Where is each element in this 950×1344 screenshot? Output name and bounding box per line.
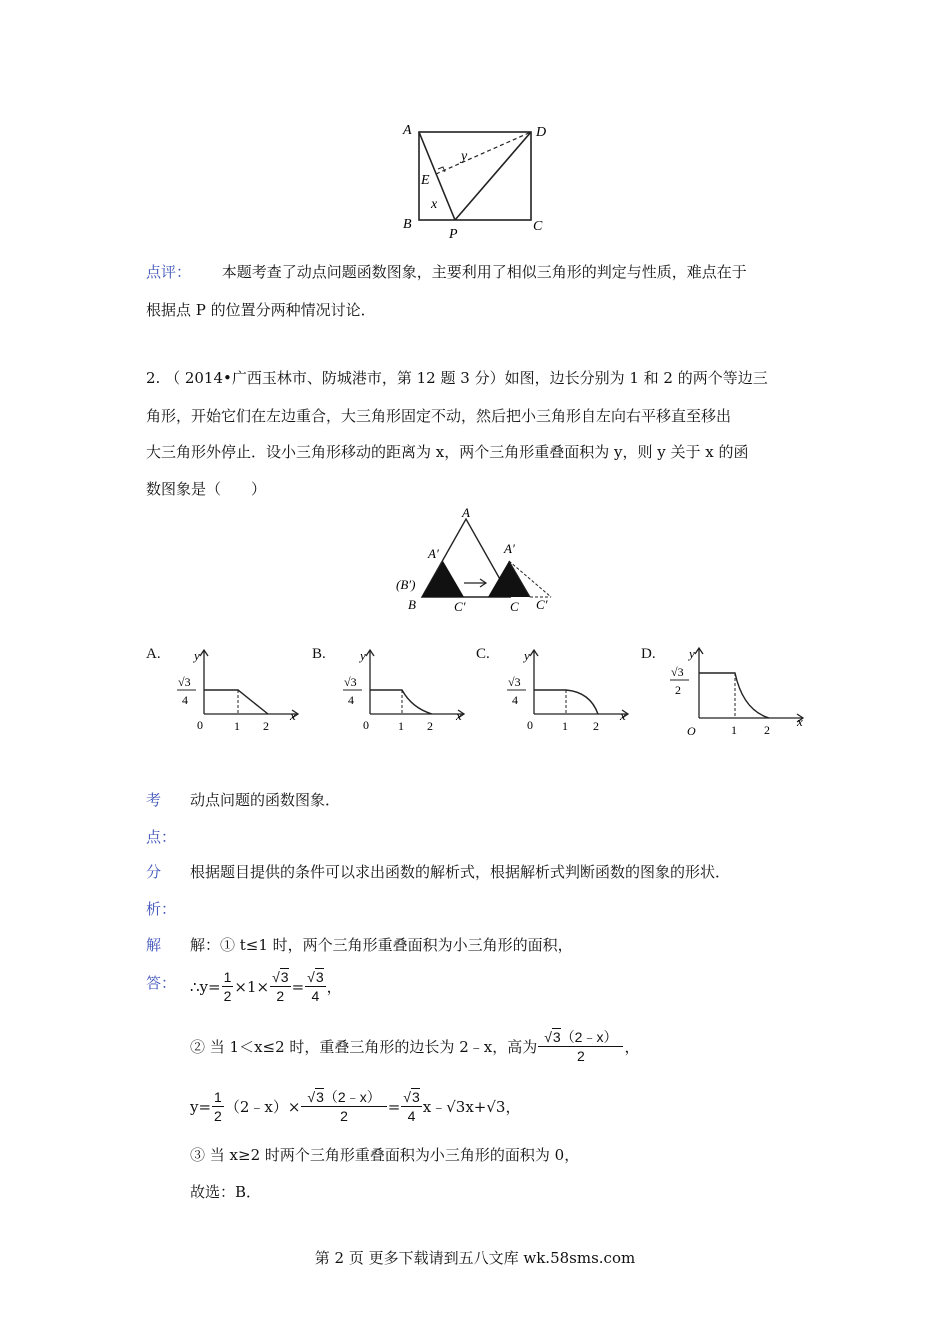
svg-text:√3: √3 [508, 675, 521, 689]
option-d-graph[interactable] [665, 642, 810, 742]
question-line-2: 角形，开始它们在左边重合，大三角形固定不动，然后把小三角形自左向右平移直至移出 [146, 407, 732, 425]
svg-text:4: 4 [348, 693, 354, 707]
label-d: D [536, 125, 547, 140]
svg-text:2: 2 [263, 719, 269, 733]
svg-text:y: y [689, 646, 695, 661]
tri-label-a1: A′ [428, 546, 439, 561]
option-a-label[interactable]: A. [146, 646, 161, 662]
svg-text:2: 2 [764, 723, 770, 737]
triangles-figure [390, 505, 565, 617]
svg-text:x: x [456, 708, 462, 723]
svg-text:1: 1 [398, 719, 404, 733]
label-b: B [403, 217, 412, 232]
svg-text:0: 0 [363, 718, 369, 732]
jie-char-2: 答： [146, 974, 177, 992]
svg-text:0: 0 [527, 718, 533, 732]
rectangle-figure [395, 118, 555, 243]
label-y: y [461, 149, 468, 164]
answer-step-4: y= $\frac{1}{2}$ （2﹣x）× $\frac{√3(2﹣x)}{2}$ = $\frac{√3}{4}$ x﹣√3x+√3， [190, 1089, 521, 1124]
question-line-1: 2. （ 2014•广西玉林市、防城港市，第 12 题 3 分）如图，边长分别为 1 和 2 的两个等边三 [146, 369, 768, 387]
svg-text:1: 1 [731, 723, 737, 737]
option-b-graph[interactable] [336, 642, 471, 742]
svg-text:√3: √3 [178, 675, 191, 689]
option-c-label[interactable]: C. [476, 646, 490, 662]
svg-text:4: 4 [182, 693, 188, 707]
tri-label-c1: C′ [454, 599, 466, 614]
answer-step-6: 故选：B． [190, 1183, 262, 1201]
label-x: x [431, 197, 438, 212]
question-line-4: 数图象是（ ） [146, 480, 267, 498]
review-text-1: 本题考查了动点问题函数图象，主要利用了相似三角形的判定与性质，难点在于 [221, 263, 747, 281]
question-line-3: 大三角形外停止．设小三角形移动的距离为 x，两个三角形重叠面积为 y，则 y 关于 x 的函 [146, 443, 749, 461]
tri-label-c2: C′ [536, 597, 548, 612]
fen-char-2: 析： [146, 900, 177, 918]
answer-step-1: 解：① t≤1 时，两个三角形重叠面积为小三角形的面积， [190, 936, 573, 954]
svg-text:x: x [797, 714, 803, 729]
label-e: E [421, 173, 430, 188]
svg-text:√3: √3 [344, 675, 357, 689]
option-b-label[interactable]: B. [312, 646, 326, 662]
tri-label-b: B [408, 597, 416, 612]
fraction-one-half: $\frac{1}{2}$ [223, 969, 232, 1004]
review-tag: 点评： [146, 263, 192, 281]
option-a-graph[interactable] [170, 642, 305, 742]
svg-text:0: 0 [197, 718, 203, 732]
tri-label-c: C [510, 599, 519, 614]
option-c-graph[interactable] [500, 642, 635, 742]
kao-text: 动点问题的函数图象． [190, 791, 341, 809]
tri-label-b1: (B′) [396, 577, 416, 592]
kao-char-2: 点： [146, 828, 177, 846]
answer-step-5: ③ 当 x≥2 时两个三角形重叠面积为小三角形的面积为 0， [190, 1146, 580, 1164]
review-line-2: 根据点 P 的位置分两种情况讨论． [146, 301, 376, 319]
svg-text:O: O [687, 724, 696, 738]
option-d-label[interactable]: D. [641, 646, 656, 662]
fen-text: 根据题目提供的条件可以求出函数的解析式，根据解析式判断函数的图象的形状． [190, 863, 731, 881]
label-p: P [449, 227, 458, 242]
svg-text:2: 2 [675, 683, 681, 697]
tri-label-a2: A′ [504, 541, 515, 556]
svg-text:√3: √3 [671, 665, 684, 679]
svg-text:y: y [360, 648, 366, 663]
svg-text:1: 1 [562, 719, 568, 733]
svg-text:x: x [290, 708, 296, 723]
svg-text:y: y [194, 648, 200, 663]
svg-text:4: 4 [512, 693, 518, 707]
svg-text:x: x [620, 708, 626, 723]
label-a: A [403, 123, 412, 138]
label-c: C [533, 219, 543, 234]
svg-text:2: 2 [427, 719, 433, 733]
answer-step-3: ② 当 1＜x≤2 时，重叠三角形的边长为 2﹣x，高为 $\frac{√3(2﹣x)}{2}$ ， [190, 1029, 640, 1064]
review-line-1 [146, 261, 747, 282]
page-footer: 第 2 页 更多下载请到五八文库 wk.58sms.com [314, 1249, 636, 1267]
svg-text:y: y [524, 648, 530, 663]
answer-step-2: ∴y= $\frac{1}{2}$ ×1× $\frac{√3}{2}$ = $\frac{√3}{4}$ ， [190, 969, 342, 1004]
tri-label-a: A [462, 505, 470, 520]
svg-text:2: 2 [593, 719, 599, 733]
kao-char-1: 考 [146, 791, 162, 809]
svg-text:1: 1 [234, 719, 240, 733]
fen-char-1: 分 [146, 863, 162, 881]
jie-char-1: 解 [146, 936, 162, 954]
